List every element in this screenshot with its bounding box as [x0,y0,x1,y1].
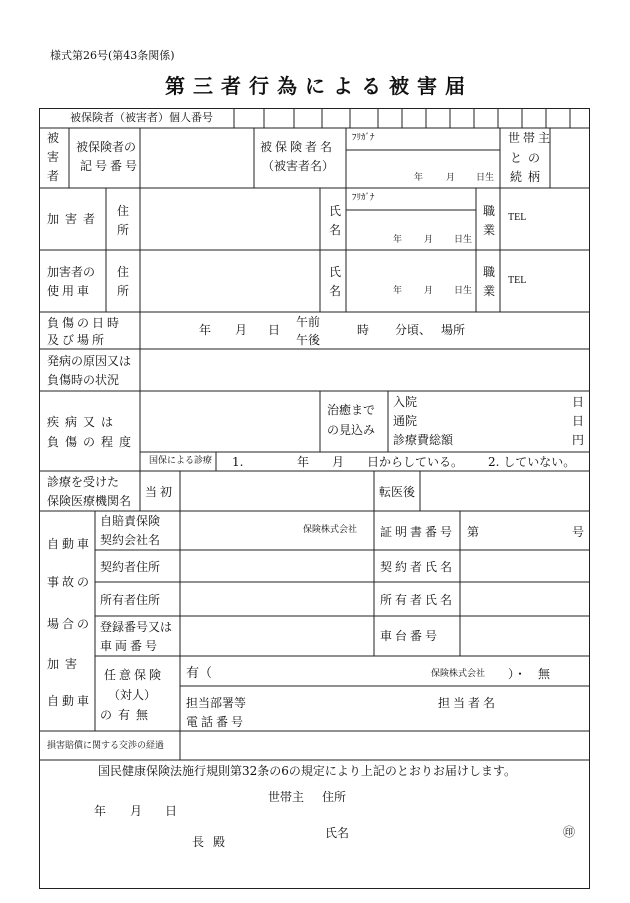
footer-address-input[interactable] [350,786,580,808]
recovery-label-1: 治癒まで [327,403,376,417]
cause-input[interactable] [141,350,588,390]
footer-honorific: 殿 [213,835,226,849]
nhi-option-2[interactable]: 2. していない。 [488,455,576,469]
injury-minute: 分頃、 [395,323,432,337]
cali-label-2: 契約会社名 [100,533,161,547]
voluntary-has-option[interactable]: 有（ [186,666,213,681]
transfer-institution-input[interactable] [421,472,588,510]
initial-institution-input[interactable] [181,472,373,510]
person-input[interactable] [500,688,588,728]
certificate-label: 証明書番号 [380,525,456,539]
nhi-option-1-text: 日からしている。 [367,455,464,469]
emp-address-input[interactable] [141,251,319,311]
perp-address-1: 住 [117,204,130,218]
owner-address-input[interactable] [181,583,373,615]
cali-company-input[interactable] [181,512,299,549]
footer-name: 氏名 [325,826,350,840]
disease-label-2: 負傷の程度 [47,435,138,449]
phone-label: 電話番号 [186,715,247,729]
emp-tel-label: TEL [508,275,527,286]
emp-address-2: 所 [117,284,130,298]
emp-job-2: 業 [483,284,496,298]
victim-char-3: 者 [47,169,60,183]
owner-name-input[interactable] [461,583,588,615]
disease-input[interactable] [141,392,319,451]
vehicle-side-2: 事故の [47,575,93,589]
perp-name-2: 名 [329,223,342,237]
vehicle-side-1: 自動車 [47,537,93,551]
injury-am[interactable]: 午前 [296,315,321,329]
injury-place: 場所 [441,323,466,337]
contractor-name-label: 契約者氏名 [380,560,456,574]
perp-furigana: ﾌﾘｶﾞﾅ [352,193,375,203]
injury-pm[interactable]: 午後 [296,333,321,347]
injury-datetime-label-1: 負傷の日時 [47,316,123,330]
seal-icon: ㊞ [563,825,576,839]
furigana-label: ﾌﾘｶﾞﾅ [352,133,375,143]
injury-month: 月 [235,323,248,337]
perp-tel-label: TEL [508,212,527,223]
emp-address-1: 住 [117,265,130,279]
perp-month: 月 [424,235,434,245]
voluntary-close: ）・ [508,667,527,681]
vehicle-side-4: 加害 [47,657,84,671]
emp-tel-input[interactable] [530,251,588,311]
personal-number-input[interactable] [234,110,588,127]
footer-month: 月 [130,804,143,818]
household-label-1: 世帯主 [508,131,554,145]
emp-name-1: 氏 [329,265,342,279]
footer-address: 住所 [322,790,347,804]
perp-address-input[interactable] [141,189,319,249]
contractor-address-input[interactable] [181,551,373,581]
injury-datetime-label-2: 及び場所 [47,333,108,347]
vehicle-side-3: 場合の [47,617,93,631]
cert-go: 号 [572,525,585,539]
personal-number-label: 被保険者（被害者）個人番号 [70,111,213,124]
voluntary-insurance-co: 保険株式会社 [431,669,486,679]
hospitalized-label: 入院 [393,395,418,409]
dept-phone-input[interactable] [260,688,430,728]
voluntary-none-option[interactable]: 無 [538,667,551,681]
victim-char-1: 被 [47,131,60,145]
perp-name-1: 氏 [329,204,342,218]
injury-place-input[interactable] [470,313,588,348]
insured-name-sub: （被害者名） [262,159,335,173]
emp-month: 月 [424,286,434,296]
cost-unit: 円 [572,433,585,447]
nhi-option-1-month: 月 [332,455,345,469]
contractor-address-label: 契約者住所 [100,560,161,574]
cali-insurance-co: 保険株式会社 [303,525,358,535]
nhi-option-1-num[interactable]: 1. [232,455,244,469]
owner-name-label: 所有者氏名 [380,593,456,607]
insured-name-label: 被保険者名 [260,140,336,154]
cali-label-1: 自賠責保険 [100,514,161,528]
institution-label-2: 保険医療機関名 [47,494,132,508]
outpatient-label: 通院 [393,414,418,428]
negotiation-label: 損害賠償に関する交渉の経過 [47,741,165,751]
birth-year-label: 年 [414,173,424,183]
voluntary-company-input[interactable] [218,660,428,684]
emp-name-input[interactable] [347,251,475,281]
form-number: 様式第26号(第43条関係) [50,49,175,62]
footer-householder: 世帯主 [268,790,305,804]
perp-name-input[interactable] [347,211,475,231]
perp-tel-input[interactable] [530,189,588,249]
recovery-label-2: の見込み [327,423,376,437]
insured-name-input[interactable] [347,151,499,171]
contractor-name-input[interactable] [461,551,588,581]
symbol-number-label-2: 記号番号 [80,159,141,173]
chassis-number-input[interactable] [461,617,588,655]
perp-year: 年 [393,235,403,245]
symbol-number-input[interactable] [141,129,253,187]
relationship-input[interactable] [551,129,588,187]
cost-total-label: 診療費総額 [393,433,454,447]
nhi-option-1-year: 年 [297,455,310,469]
voluntary-label-3: の有無 [100,708,155,722]
outpatient-unit: 日 [572,414,585,428]
negotiation-input[interactable] [181,732,588,759]
footer-name-input[interactable] [352,820,552,842]
injury-day: 日 [268,323,281,337]
perpetrator-label: 加害者 [47,212,102,226]
certificate-number-input[interactable] [482,512,568,549]
employer-label-2: 使用車 [47,284,93,298]
perp-job-1: 職 [483,204,496,218]
page-title: 第三者行為による被害届 [165,74,473,98]
household-label-2: との [510,151,547,165]
household-label-3: 続柄 [510,170,547,184]
hospitalized-unit: 日 [572,395,585,409]
footer-day: 日 [165,804,178,818]
emp-name-2: 名 [329,284,342,298]
institution-label-1: 診療を受けた [47,475,120,489]
perp-job-2: 業 [483,223,496,237]
owner-address-label: 所有者住所 [100,593,161,607]
emp-job-1: 職 [483,265,496,279]
cause-label-2: 負傷時の状況 [47,373,120,387]
birth-month-label: 月 [446,173,456,183]
initial-label: 当初 [145,485,176,499]
disease-label-1: 疾病又は [47,415,120,429]
symbol-number-label-1: 被保険者の [76,140,137,154]
cert-dai: 第 [467,525,480,539]
reg-number-input[interactable] [181,617,373,655]
chassis-number-label: 車台番号 [380,629,441,643]
footer-statement: 国民健康保険法施行規則第32条の6の規定により上記のとおりお届けします。 [98,764,516,778]
person-label: 担当者名 [438,696,499,710]
voluntary-label-1: 任意保険 [104,668,165,682]
perp-address-2: 所 [117,223,130,237]
vehicle-side-5: 自動車 [47,694,93,708]
emp-year: 年 [393,286,403,296]
employer-label-1: 加害者の [47,265,96,279]
reg-number-label-1: 登録番号又は [100,620,173,634]
transfer-label: 転医後 [379,485,416,499]
voluntary-label-2: （対人） [108,688,157,702]
birth-day-label: 日生 [476,173,495,183]
emp-birth: 日生 [454,286,473,296]
nhi-label: 国保による診療 [149,456,213,466]
injury-hour: 時 [357,323,370,337]
victim-char-2: 害 [47,150,60,164]
cause-label-1: 発病の原因又は [47,354,132,368]
footer-year: 年 [94,804,107,818]
injury-year: 年 [199,323,212,337]
perp-birth: 日生 [454,235,473,245]
dept-label: 担当部署等 [186,696,247,710]
footer-chief: 長 [192,835,205,849]
reg-number-label-2: 車両番号 [100,639,161,653]
